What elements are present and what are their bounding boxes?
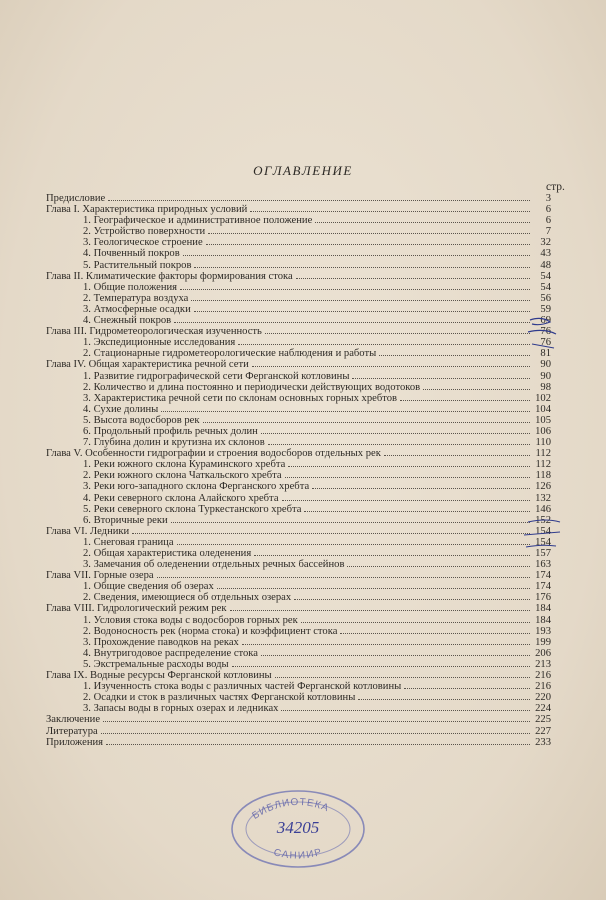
toc-entry-title: 1. Изученность стока воды с различных частей Ферганской котловины — [83, 681, 402, 693]
toc-section-row — [46, 237, 551, 248]
dot-leader — [379, 348, 530, 356]
toc-page-number: 106 — [535, 425, 551, 437]
toc-section-row — [46, 581, 551, 592]
toc-entry-title: Предисловие — [46, 193, 106, 204]
dot-leader — [108, 193, 530, 201]
toc-entry-title: Глава V. Особенности гидрографии и строения водосборов отдельных рек — [46, 448, 381, 460]
toc-entry-title: 2. Устройство поверхности — [83, 226, 206, 238]
stamp-number: 34205 — [276, 818, 320, 837]
dot-leader — [101, 726, 530, 734]
toc-page-number: 132 — [535, 492, 551, 504]
dot-leader — [301, 615, 530, 623]
dot-leader — [358, 692, 530, 700]
toc-chapter-row — [46, 326, 551, 337]
toc-entry-title: Глава VI. Ледники — [46, 525, 130, 537]
dot-leader — [347, 559, 530, 567]
toc-section-row — [46, 282, 551, 293]
toc-entry-title: 1. Географическое и административное положение — [83, 215, 313, 227]
dot-leader — [232, 659, 530, 667]
dot-leader — [106, 737, 530, 745]
toc-entry-title: 5. Растительный покров — [83, 259, 192, 271]
toc-section-row — [46, 393, 551, 404]
toc-section-row — [46, 648, 551, 659]
toc-section-row — [46, 592, 551, 603]
dot-leader — [282, 493, 530, 501]
dot-leader — [180, 282, 530, 290]
toc-page-number: 176 — [535, 592, 551, 604]
page-title: ОГЛАВЛЕНИЕ — [253, 163, 353, 178]
toc-entry-title: 6. Вторичные реки — [83, 514, 168, 526]
dot-leader — [161, 404, 530, 412]
toc-page-number: 233 — [535, 736, 551, 748]
toc-section-row — [46, 426, 551, 437]
svg-text:САНИИР — [272, 847, 324, 862]
dot-leader — [384, 448, 530, 456]
toc-page-number: 118 — [535, 470, 551, 482]
toc-page-number: 184 — [535, 603, 551, 615]
toc-entry-title: 1. Развитие гидрографической сети Ферганской котловины — [83, 370, 350, 382]
toc-page-number: 81 — [540, 348, 551, 360]
toc-section-row — [46, 371, 551, 382]
toc-entry-title: 2. Температура воздуха — [83, 292, 189, 304]
toc-page-number: 6 — [545, 215, 551, 227]
dot-leader — [206, 237, 530, 245]
toc-entry-title: 2. Водоносность рек (норма стока) и коэффициент стока — [83, 625, 338, 637]
toc-entry-title: 1. Общие сведения об озерах — [83, 581, 214, 593]
toc-section-row — [46, 293, 551, 304]
toc-chapter-row — [46, 271, 551, 282]
dot-leader — [194, 260, 530, 268]
toc-page-number: 6 — [545, 204, 551, 216]
dot-leader — [203, 415, 530, 423]
dot-leader — [177, 537, 530, 545]
dot-leader — [400, 393, 530, 401]
dot-leader — [132, 526, 530, 534]
toc-section-row — [46, 470, 551, 481]
toc-section-row — [46, 215, 551, 226]
toc-entry-title: 4. Сухие долины — [83, 403, 159, 415]
dot-leader — [281, 703, 530, 711]
toc-entry-title: 5. Экстремальные расходы воды — [83, 658, 229, 670]
toc-page-number: 98 — [540, 381, 551, 393]
dot-leader — [194, 304, 530, 312]
dot-leader — [261, 648, 530, 656]
toc-chapter-row — [46, 526, 551, 537]
toc-page-number: 154 — [535, 536, 551, 548]
dot-leader — [171, 515, 530, 523]
dot-leader — [174, 315, 530, 323]
toc-entry-title: 3. Запасы воды в горных озерах и ледниках — [83, 703, 279, 715]
toc-entry-title: 3. Характеристика речной сети по склонам основных горных хребтов — [83, 392, 398, 404]
toc-entry-title: 2. Реки южного склона Чаткальского хребта — [83, 470, 282, 482]
stamp-top-text: БИБЛИОТЕКА — [250, 796, 331, 822]
dot-leader — [315, 215, 530, 223]
toc-page-number: 112 — [535, 448, 551, 460]
dot-leader — [312, 481, 530, 489]
toc-entry-title: 5. Реки северного склона Туркестанского хребта — [83, 503, 302, 515]
toc-page-number: 76 — [540, 337, 551, 349]
toc-page-number: 32 — [540, 237, 551, 249]
toc-entry-title: Глава III. Гидрометеорологическая изученность — [46, 326, 262, 338]
toc-section-row — [46, 559, 551, 570]
toc-row — [46, 737, 551, 748]
dot-leader — [217, 581, 530, 589]
toc-chapter-row — [46, 570, 551, 581]
toc-entry-title: Глава II. Климатические факторы формирования стока — [46, 270, 293, 282]
dot-leader — [404, 681, 530, 689]
toc-row — [46, 714, 551, 725]
dot-leader — [304, 504, 530, 512]
toc-entry-title: 2. Стационарные гидрометеорологические наблюдения и работы — [83, 348, 377, 360]
toc-section-row — [46, 681, 551, 692]
toc-entry-title: 1. Снеговая граница — [83, 536, 174, 548]
toc-page-number: 163 — [535, 559, 551, 571]
toc-section-row — [46, 515, 551, 526]
toc-entry-title: Глава IX. Водные ресурсы Ферганской котловины — [46, 670, 272, 682]
toc-page-number: 105 — [535, 414, 551, 426]
toc-page-number: 54 — [540, 270, 551, 282]
toc-entry-title: 3. Замечания об оледенении отдельных речных бассейнов — [83, 559, 345, 571]
dot-leader — [242, 637, 530, 645]
dot-leader — [103, 714, 530, 722]
toc-entry-title: 2. Количество и длина постоянно и периодически действующих водотоков — [83, 381, 421, 393]
dot-leader — [250, 204, 530, 212]
stamp-bottom-text: САНИИР — [272, 846, 325, 862]
dot-leader — [191, 293, 530, 301]
dot-leader — [183, 248, 530, 256]
toc-section-row — [46, 437, 551, 448]
dot-leader — [261, 426, 530, 434]
toc-page-number: 174 — [535, 581, 551, 593]
toc-section-row — [46, 348, 551, 359]
dot-leader — [285, 470, 530, 478]
toc-entry-title: 1. Реки южного склона Кураминского хребта — [83, 459, 286, 471]
toc-entry-title: 4. Реки северного склона Алайского хребта — [83, 492, 279, 504]
toc-page-number: 146 — [535, 503, 551, 515]
toc-chapter-row — [46, 603, 551, 614]
toc-page-number: 126 — [535, 481, 551, 493]
dot-leader — [423, 382, 530, 390]
toc-section-row — [46, 382, 551, 393]
toc-page-number: 54 — [540, 281, 551, 293]
dot-leader — [296, 271, 530, 279]
toc-chapter-row — [46, 670, 551, 681]
toc-chapter-row — [46, 359, 551, 370]
toc-entry-title: 3. Прохождение паводков на реках — [83, 636, 239, 648]
dot-leader — [230, 603, 530, 611]
dot-leader — [288, 459, 530, 467]
toc-page-number: 193 — [535, 625, 551, 637]
toc-section-row — [46, 304, 551, 315]
toc-page-number: 48 — [540, 259, 551, 271]
toc-page-number: 56 — [540, 292, 551, 304]
dot-leader — [254, 548, 530, 556]
toc-page-number: 220 — [535, 692, 551, 704]
toc-page-number: 90 — [540, 370, 551, 382]
toc-page-number: 112 — [535, 459, 551, 471]
toc-entry-title: 1. Экспедиционные исследования — [83, 337, 236, 349]
page-column-label: стр. — [546, 181, 565, 193]
toc-page-number: 224 — [535, 703, 551, 715]
toc-entry-title: 4. Почвенный покров — [83, 248, 180, 260]
toc-entry-title: 2. Осадки и сток в различных частях Ферганской котловины — [83, 692, 356, 704]
toc-section-row — [46, 626, 551, 637]
toc-section-row — [46, 415, 551, 426]
toc-section-row — [46, 404, 551, 415]
toc-section-row — [46, 337, 551, 348]
toc-section-row — [46, 615, 551, 626]
toc-page-number: 206 — [535, 647, 551, 659]
toc-section-row — [46, 659, 551, 670]
toc-page-number: 90 — [540, 359, 551, 371]
toc-section-row — [46, 537, 551, 548]
toc-page-number: 152 — [535, 514, 551, 526]
toc-page-number: 157 — [535, 548, 551, 559]
toc-entry-title: 4. Внутригодовое распределение стока — [83, 647, 258, 659]
toc-page-number: 225 — [535, 714, 551, 726]
dot-leader — [268, 437, 530, 445]
toc-chapter-row — [46, 448, 551, 459]
toc-page-number: 59 — [540, 303, 551, 315]
toc-page-number: 3 — [545, 193, 551, 204]
toc-page-number: 69 — [540, 315, 551, 327]
toc-page-number: 184 — [535, 614, 551, 626]
table-of-contents — [46, 193, 551, 748]
toc-entry-title: 5. Высота водосборов рек — [83, 414, 200, 426]
toc-entry-title: 2. Сведения, имеющиеся об отдельных озерах — [83, 592, 292, 604]
toc-entry-title: 3. Атмосферные осадки — [83, 303, 191, 315]
toc-page-number: 7 — [545, 226, 551, 238]
dot-leader — [352, 371, 530, 379]
toc-entry-title: 6. Продольный профиль речных долин — [83, 425, 258, 437]
toc-page-number: 104 — [535, 403, 551, 415]
dot-leader — [275, 670, 530, 678]
toc-page-number: 174 — [535, 570, 551, 582]
toc-page-number: 110 — [535, 437, 551, 449]
dot-leader — [294, 592, 530, 600]
toc-page-number: 43 — [540, 248, 551, 260]
toc-entry-title: Приложения — [46, 736, 104, 748]
toc-entry-title: 1. Условия стока воды с водосборов горных рек — [83, 614, 298, 626]
toc-entry-title: 3. Реки юго-западного склона Ферганского хребта — [83, 481, 310, 493]
toc-row — [46, 193, 551, 204]
toc-section-row — [46, 481, 551, 492]
toc-entry-title: Заключение — [46, 714, 101, 726]
toc-page-number: 154 — [535, 525, 551, 537]
toc-page-number: 227 — [535, 725, 551, 737]
toc-page-number: 213 — [535, 658, 551, 670]
toc-entry-title: 4. Снежный покров — [83, 315, 172, 327]
dot-leader — [157, 570, 530, 578]
toc-section-row — [46, 548, 551, 559]
toc-entry-title: 2. Общая характеристика оледенения — [83, 548, 252, 559]
toc-entry-title: 3. Геологическое строение — [83, 237, 203, 249]
library-stamp — [228, 786, 368, 872]
toc-section-row — [46, 226, 551, 237]
toc-section-row — [46, 459, 551, 470]
toc-entry-title: 1. Общие положения — [83, 281, 178, 293]
toc-section-row — [46, 260, 551, 271]
toc-entry-title: Литература — [46, 725, 98, 737]
toc-section-row — [46, 703, 551, 714]
toc-entry-title: 7. Глубина долин и крутизна их склонов — [83, 437, 265, 449]
dot-leader — [238, 337, 530, 345]
toc-page-number: 76 — [540, 326, 551, 338]
toc-entry-title: Глава VII. Горные озера — [46, 570, 154, 582]
dot-leader — [208, 226, 530, 234]
toc-page-number: 216 — [535, 681, 551, 693]
toc-entry-title: Глава I. Характеристика природных условий — [46, 204, 248, 216]
pen-marks — [520, 300, 580, 550]
toc-section-row — [46, 315, 551, 326]
dot-leader — [340, 626, 530, 634]
toc-page-number: 216 — [535, 670, 551, 682]
toc-chapter-row — [46, 204, 551, 215]
toc-section-row — [46, 692, 551, 703]
toc-page-number: 199 — [535, 636, 551, 648]
toc-page-number: 102 — [535, 392, 551, 404]
dot-leader — [252, 359, 530, 367]
toc-section-row — [46, 504, 551, 515]
toc-entry-title: Глава IV. Общая характеристика речной сети — [46, 359, 249, 371]
toc-section-row — [46, 248, 551, 259]
toc-entry-title: Глава VIII. Гидрологический режим рек — [46, 603, 227, 615]
toc-section-row — [46, 493, 551, 504]
dot-leader — [265, 326, 530, 334]
toc-row — [46, 726, 551, 737]
toc-section-row — [46, 637, 551, 648]
